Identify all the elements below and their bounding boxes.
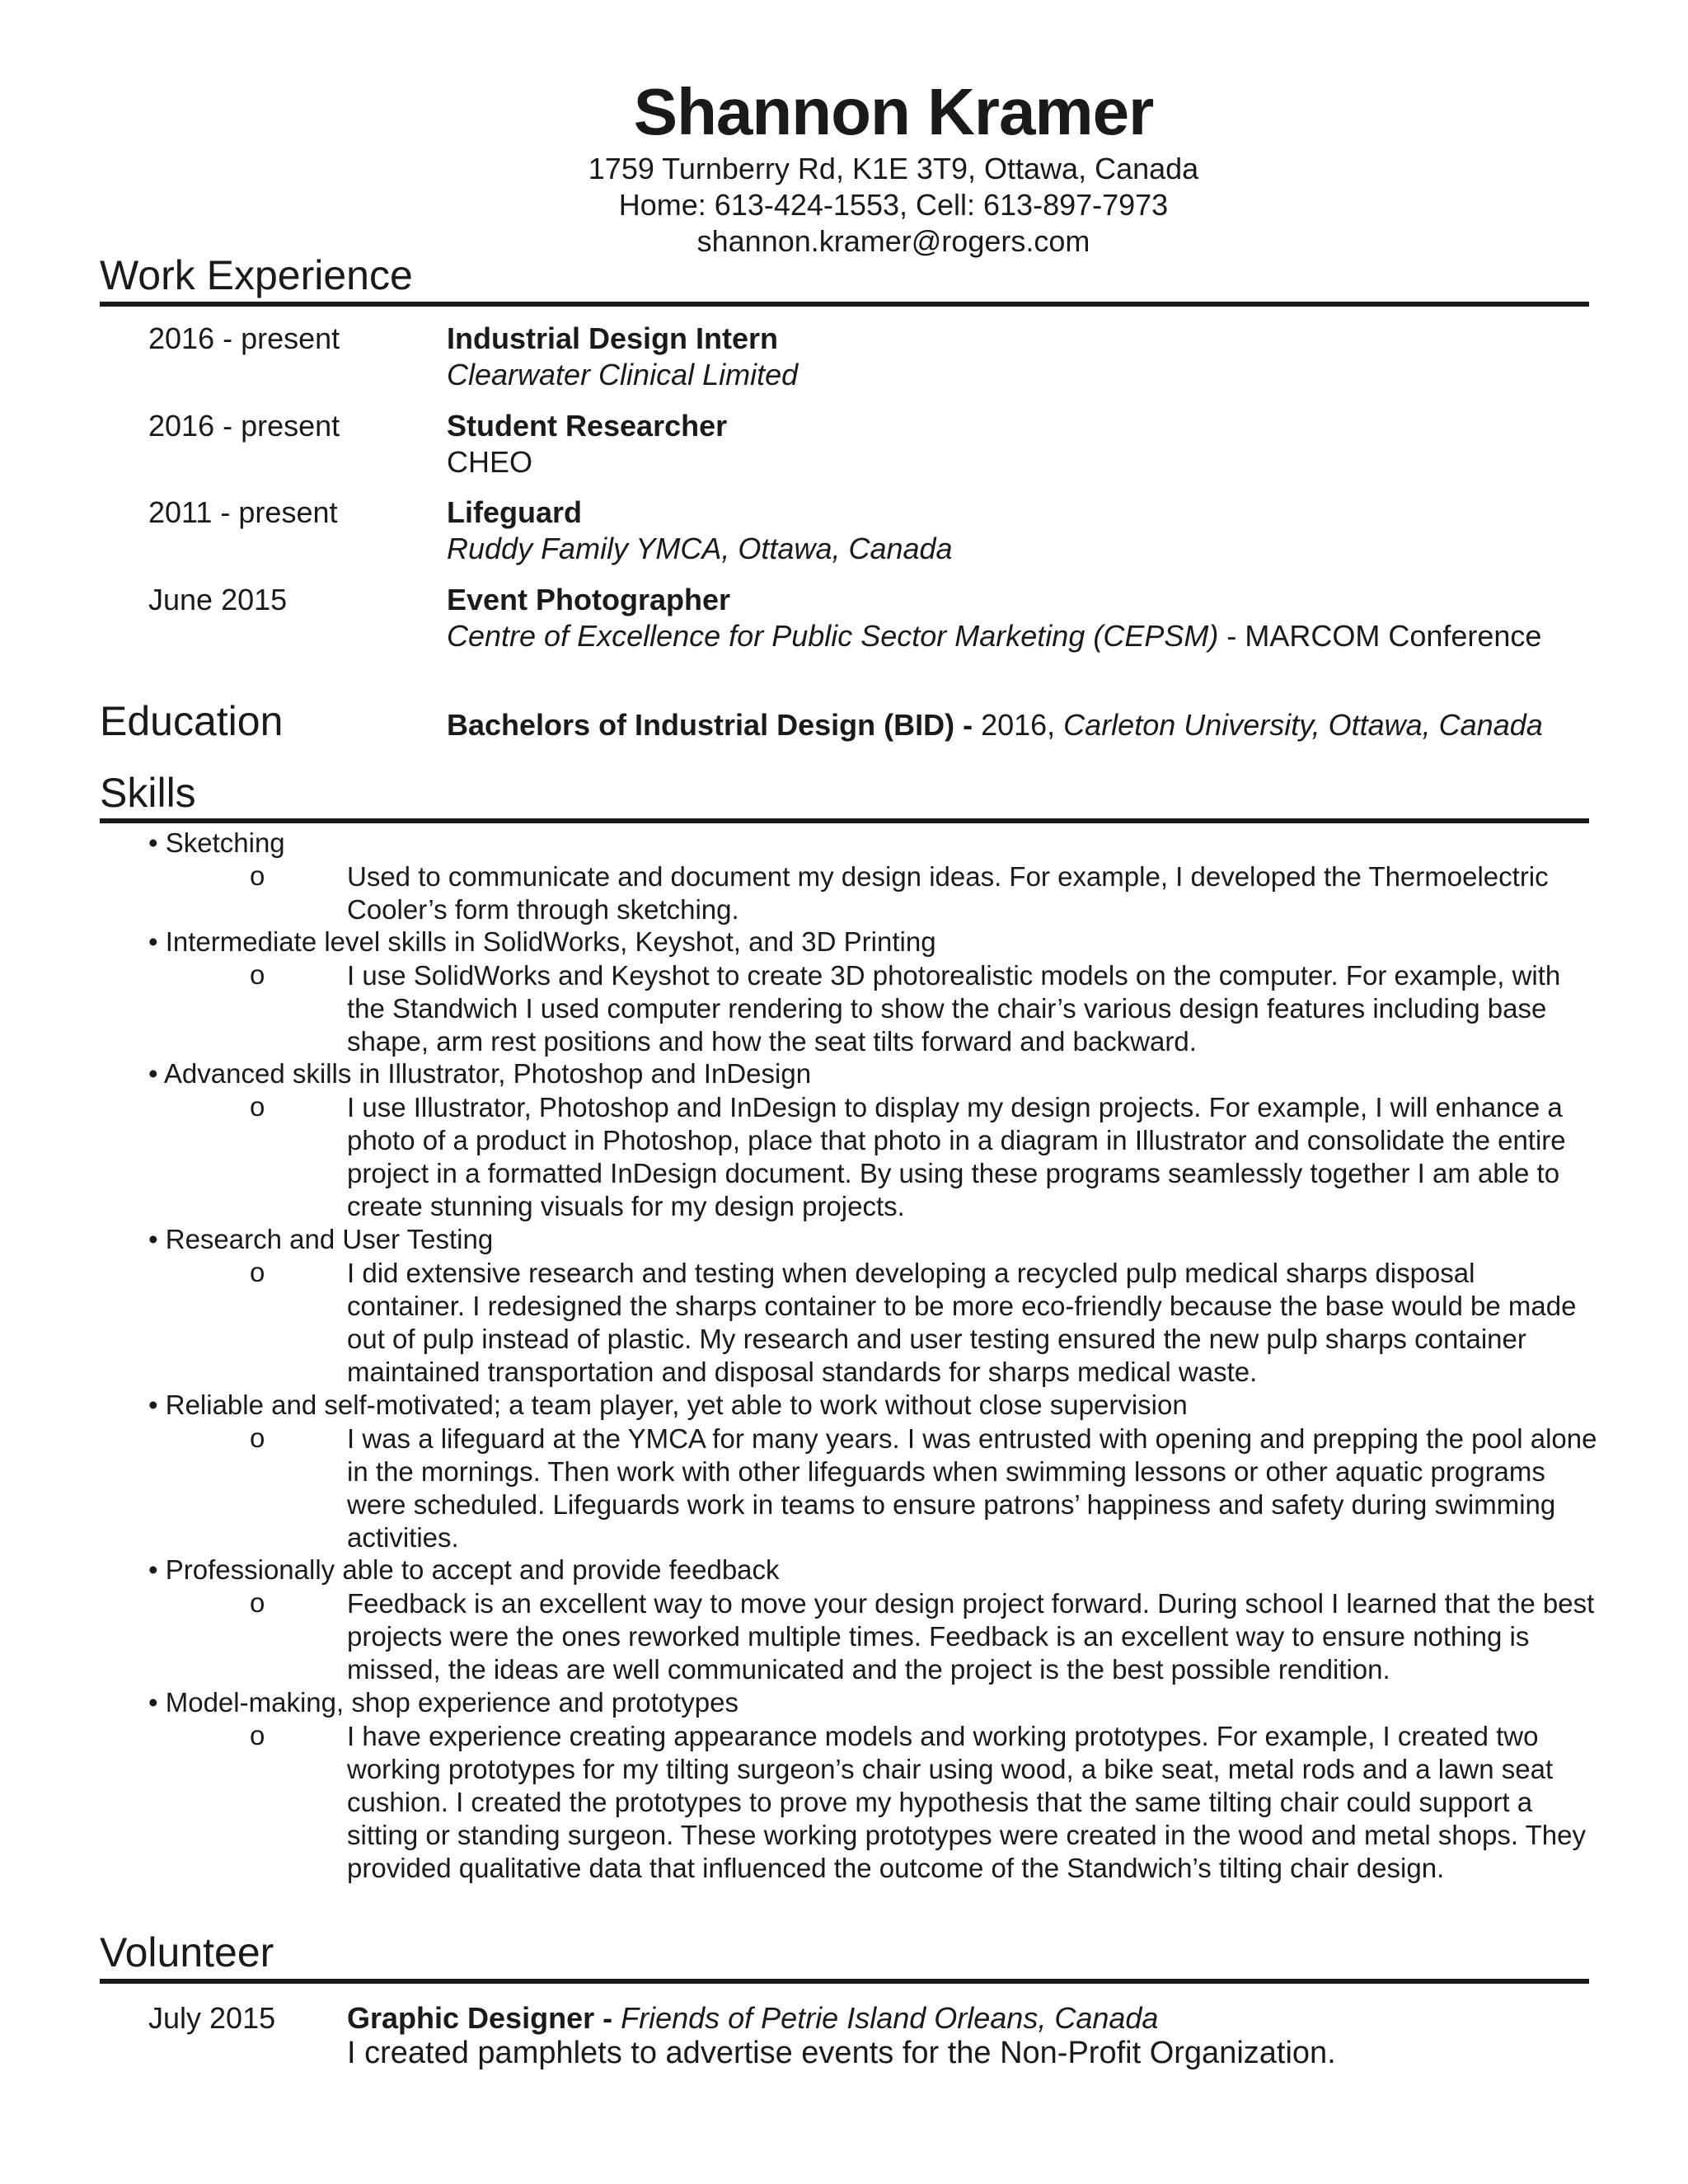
skill-item bbox=[148, 1390, 1188, 1421]
sub-bullet: o bbox=[250, 1091, 265, 1122]
bullet: • bbox=[148, 1687, 158, 1718]
bullet: • bbox=[148, 1224, 158, 1254]
job-date: 2016 - present bbox=[148, 321, 340, 355]
school: Carleton University, Ottawa, Canada bbox=[1063, 708, 1543, 742]
address: 1759 Turnberry Rd, K1E 3T9, Ottawa, Canada bbox=[588, 152, 1199, 185]
job-title: Student Researcher bbox=[447, 409, 728, 443]
job-organization: CHEO bbox=[447, 445, 533, 479]
skill-item bbox=[148, 1554, 780, 1586]
skill-name: Professionally able to accept and provide feedback bbox=[165, 1554, 780, 1585]
volunteer-heading: Volunteer bbox=[100, 1929, 274, 1975]
job-organization bbox=[447, 619, 1541, 654]
skills-heading: Skills bbox=[100, 770, 196, 816]
job-date: June 2015 bbox=[148, 583, 288, 616]
section-divider bbox=[100, 818, 1589, 823]
bullet: • bbox=[148, 1390, 158, 1420]
skill-item bbox=[148, 1224, 493, 1255]
sub-bullet: o bbox=[250, 860, 265, 891]
skill-description: I have experience creating appearance models and working prototypes. For example, I created two working prototypes for my tilting surgeon’s chair using wood, a bike seat, metal rods and a lawn seat cushion. I created the prototypes to prove my hypothesis that the same tilting chair could support a sitting or standing surgeon. These working prototypes were created in the wood and metal shops. They provided qualitative data that influenced the outcome of the Standwich’s tilting chair design. bbox=[347, 1721, 1586, 1883]
sub-bullet: o bbox=[250, 959, 265, 990]
job-organization-name: Centre of Excellence for Public Sector Marketing (CEPSM) bbox=[447, 619, 1219, 653]
volunteer-date: July 2015 bbox=[148, 2001, 276, 2035]
job-organization: Clearwater Clinical Limited bbox=[447, 358, 799, 391]
work-experience-heading: Work Experience bbox=[100, 252, 413, 298]
skill-description: I did extensive research and testing when developing a recycled pulp medical sharps disposal container. I redesigned the sharps container to be more eco-friendly because the base would be made out of pulp instead of plastic. My research and user testing ensured the new pulp sharps container maintained transportation and disposal standards for sharps medical waste. bbox=[347, 1258, 1577, 1387]
education-entry bbox=[447, 708, 1543, 743]
volunteer-description: I created pamphlets to advertise events for the Non-Profit Organization. bbox=[347, 2036, 1336, 2070]
job-title: Lifeguard bbox=[447, 495, 583, 529]
sub-bullet: o bbox=[250, 1720, 265, 1750]
skill-description: I use Illustrator, Photoshop and InDesign to display my design projects. For example, I will enhance a photo of a product in Photoshop, place that photo in a diagram in Illustrator and consolidate the entire project in a formatted InDesign document. By using these programs seamlessly together I am able to create stunning visuals for my design projects. bbox=[347, 1092, 1566, 1221]
section-divider bbox=[100, 1979, 1589, 1984]
job-date: 2016 - present bbox=[148, 409, 340, 443]
skill-name: Intermediate level skills in SolidWorks, Keyshot, and 3D Printing bbox=[165, 926, 936, 957]
sub-bullet: o bbox=[250, 1422, 265, 1453]
skill-name: Reliable and self-motivated; a team player, yet able to work without close supervision bbox=[165, 1390, 1188, 1420]
volunteer-organization: Friends of Petrie Island Orleans, Canada bbox=[612, 2001, 1159, 2035]
job-title: Industrial Design Intern bbox=[447, 321, 779, 355]
bullet: • bbox=[148, 926, 158, 957]
sub-bullet: o bbox=[250, 1587, 265, 1618]
skill-item bbox=[148, 1687, 738, 1718]
skill-item bbox=[148, 926, 936, 958]
email: shannon.kramer@rogers.com bbox=[696, 224, 1090, 258]
job-organization: Ruddy Family YMCA, Ottawa, Canada bbox=[447, 532, 953, 565]
skill-name: Research and User Testing bbox=[165, 1224, 494, 1254]
bullet: • bbox=[148, 1554, 158, 1585]
skill-description: Feedback is an excellent way to move your design project forward. During school I learned that the best projects were the ones reworked multiple times. Feedback is an excellent way to ensure nothing is missed, the ideas are well communicated and the project is the best possible rendition. bbox=[347, 1588, 1595, 1685]
section-divider bbox=[100, 302, 1589, 307]
skill-item bbox=[148, 1058, 811, 1090]
job-title: Event Photographer bbox=[447, 583, 731, 616]
degree: Bachelors of Industrial Design (BID) - bbox=[447, 708, 973, 742]
skill-description: I use SolidWorks and Keyshot to create 3D photorealistic models on the computer. For example, with the Standwich I used computer rendering to show the chair’s various design features including base shape, arm rest positions and how the seat tilts forward and backward. bbox=[347, 960, 1561, 1057]
skill-description: Used to communicate and document my design ideas. For example, I developed the Thermoelectric Cooler’s form through sketching. bbox=[347, 861, 1549, 925]
graduation-year: 2016, bbox=[973, 708, 1064, 742]
sub-bullet: o bbox=[250, 1257, 265, 1287]
bullet: • bbox=[148, 1058, 158, 1089]
skill-item bbox=[148, 827, 285, 859]
skill-description: I was a lifeguard at the YMCA for many years. I was entrusted with opening and prepping the pool alone in the mornings. Then work with other lifeguards when swimming lessons or other aquatic programs were scheduled. Lifeguards work in teams to ensure patrons’ happiness and safety during swimming activities. bbox=[347, 1423, 1597, 1553]
bullet: • bbox=[148, 827, 158, 858]
applicant-name: Shannon Kramer bbox=[633, 75, 1154, 148]
skill-name: Model-making, shop experience and prototypes bbox=[165, 1687, 738, 1718]
skill-name: Sketching bbox=[165, 827, 285, 858]
job-date: 2011 - present bbox=[148, 495, 338, 529]
job-organization-suffix: - MARCOM Conference bbox=[1218, 619, 1542, 653]
volunteer-role bbox=[347, 2001, 1158, 2036]
skill-name: Advanced skills in Illustrator, Photoshop and InDesign bbox=[163, 1058, 812, 1089]
phone-numbers: Home: 613-424-1553, Cell: 613-897-7973 bbox=[618, 188, 1169, 222]
volunteer-role-title: Graphic Designer - bbox=[347, 2001, 613, 2035]
education-heading: Education bbox=[100, 698, 284, 744]
